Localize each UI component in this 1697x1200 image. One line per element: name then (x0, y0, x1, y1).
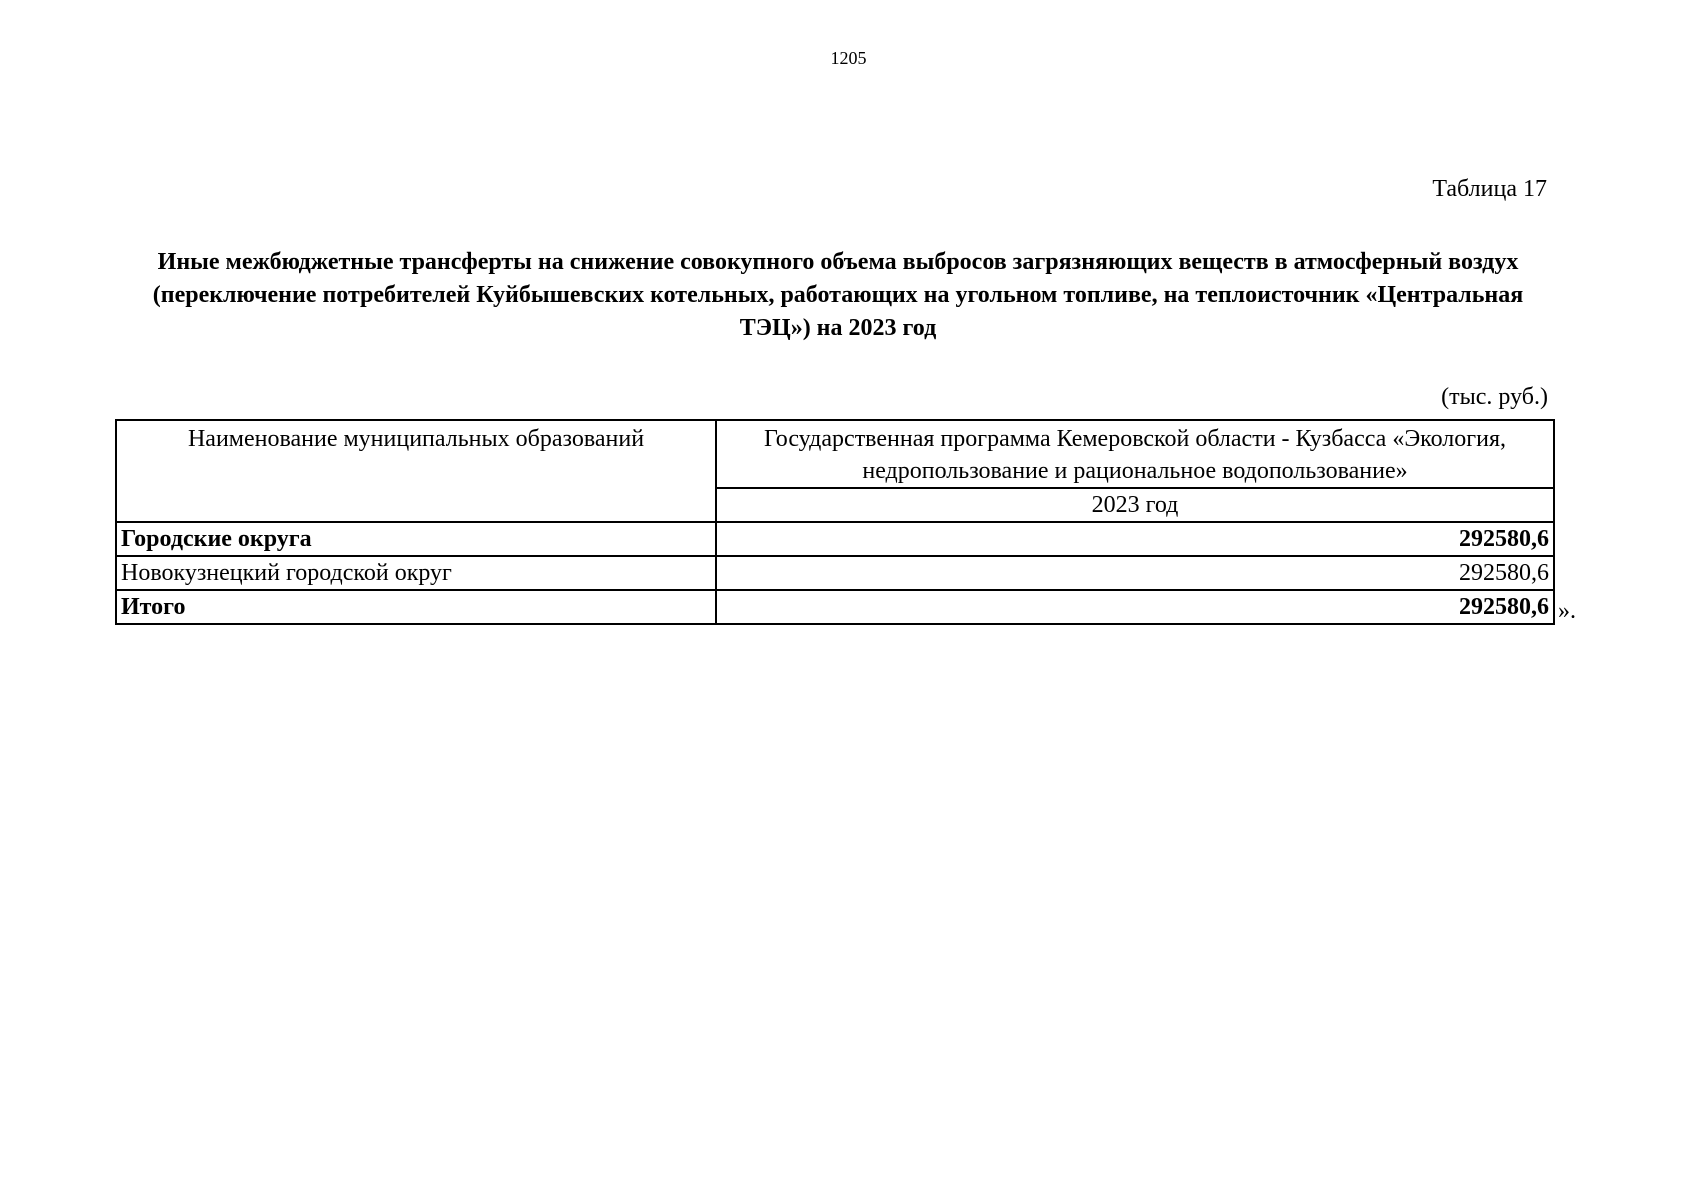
header-municipality: Наименование муниципальных образований (116, 420, 716, 522)
header-year: 2023 год (716, 488, 1554, 522)
transfers-table (115, 419, 1555, 625)
table-row (116, 556, 1554, 590)
closing-quote-mark: ». (1558, 598, 1576, 624)
row-name: Итого (116, 590, 716, 624)
table-row (116, 522, 1554, 556)
table-header-row (116, 420, 1554, 488)
table-label: Таблица 17 (1432, 176, 1547, 202)
row-value: 292580,6 (716, 522, 1554, 556)
page-number: 1205 (830, 48, 867, 68)
row-name: Городские округа (116, 522, 716, 556)
table-row (116, 590, 1554, 624)
row-name: Новокузнецкий городской округ (116, 556, 716, 590)
document-title: Иные межбюджетные трансферты на снижение совокупного объема выбросов загрязняющих веществ в атмосферный воздух (переключение потребителей Куйбышевских котельных, работающих на угольном топливе, на теплоисточник «Центральная ТЭЦ») на 2023 год (152, 249, 1524, 341)
header-program: Государственная программа Кемеровской области - Кузбасса «Экология, недропользование и рациональное водопользование» (716, 420, 1554, 488)
row-value: 292580,6 (716, 590, 1554, 624)
row-value: 292580,6 (716, 556, 1554, 590)
units-label: (тыс. руб.) (1441, 384, 1548, 410)
